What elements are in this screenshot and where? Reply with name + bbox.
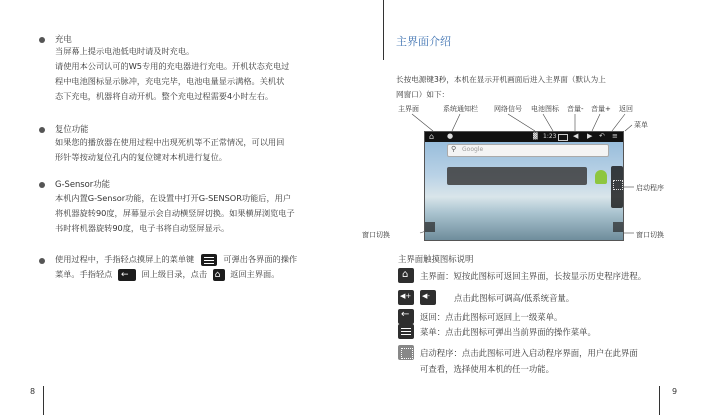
- legend-back-text: 返回：点击此图标可返回上一级菜单。: [420, 312, 563, 322]
- search-placeholder: Google: [462, 146, 484, 153]
- label-window-left: 窗口切换: [362, 231, 390, 239]
- window-switch-right[interactable]: [613, 222, 623, 232]
- gsensor-line-3: 书时将机器旋转90度，电子书将自动竖屏显示。: [55, 223, 230, 233]
- label-notification-bar: 系统通知栏: [443, 105, 478, 113]
- status-signal-icon: ▓: [533, 133, 538, 140]
- label-network: 网络信号: [494, 105, 522, 113]
- window-switch-left[interactable]: [425, 222, 435, 232]
- tip-line1-b: 可弹出各界面的操作: [223, 254, 298, 264]
- tip-line2-b: 回上级目录，点击: [141, 269, 208, 279]
- reset-line-2: 形针等按动复位孔内的复位键对本机进行复位。: [55, 152, 227, 162]
- charging-line-3: 程中电池图标显示脉冲，充电完毕，电池电量显示满格。关机状: [55, 76, 285, 86]
- status-home-icon[interactable]: ⌂: [429, 132, 435, 141]
- news-widget[interactable]: [447, 167, 587, 185]
- legend-launcher-icon: [398, 345, 414, 360]
- charging-line-1: 当屏幕上提示电池低电时请及时充电。: [55, 46, 195, 56]
- charging-line-4: 态下充电，机器将自动开机。整个充电过程需要4小时左右。: [55, 91, 274, 101]
- legend-home-icon: ⌂: [398, 268, 414, 283]
- label-menu: 菜单: [634, 121, 648, 129]
- legend-launcher-text-cont: 可查看，选择使用本机的任一功能。: [420, 364, 554, 374]
- intro-line-1: 长按电源键3秒，本机在显示开机画面后进入主界面（默认为上: [396, 75, 606, 84]
- home-key-icon: ⌂: [213, 269, 225, 281]
- legend-home-text: 主界面：短按此图标可返回主界面，长按显示历史程序进程。: [420, 271, 647, 281]
- status-menu-icon[interactable]: ≡: [612, 132, 618, 140]
- legend-launcher-text: 启动程序：点击此图标可进入启动程序界面，用户在此界面: [420, 348, 638, 358]
- tip-line2-c: 返回主界面。: [230, 269, 280, 279]
- right-dock: [611, 166, 623, 208]
- section-title-charging: 充电: [55, 34, 72, 44]
- label-battery: 电池图标: [531, 105, 559, 113]
- status-volume-down-icon[interactable]: ◀: [573, 132, 579, 140]
- status-back-icon[interactable]: ↶: [599, 132, 605, 140]
- right-heading: 主界面介绍: [396, 35, 451, 48]
- status-notification-icon[interactable]: ●: [447, 132, 454, 140]
- legend-title: 主界面触摸图标说明: [398, 254, 474, 264]
- legend-menu-text: 菜单：点击此图标可弹出当前界面的操作菜单。: [420, 327, 596, 337]
- gsensor-line-1: 本机内置G-Sensor功能，在设置中打开G-SENSOR功能后，用户: [55, 193, 292, 203]
- charging-line-2: 请使用本公司认可的W5专用的充电器进行充电。开机状态充电过: [55, 61, 290, 71]
- label-window-right: 窗口切换: [636, 231, 664, 239]
- right-page-number: 9: [672, 387, 678, 396]
- status-bar: [425, 132, 623, 142]
- tip-line1-a: 使用过程中，手指轻点摸屏上的菜单键: [55, 254, 195, 264]
- section-title-reset: 复位功能: [55, 124, 89, 134]
- tip-line2-a: 菜单。手指轻点: [55, 269, 113, 279]
- status-time: 1:23: [543, 133, 557, 140]
- legend-volume-text: 点击此图标可调高/低系统音量。: [454, 293, 575, 303]
- left-page-number: 8: [30, 387, 36, 396]
- label-volume-down: 音量-: [567, 105, 584, 113]
- legend-menu-icon: [398, 324, 414, 339]
- status-battery-icon: [558, 134, 568, 141]
- device-screen: [424, 131, 624, 241]
- back-key-icon: ←: [118, 269, 136, 281]
- legend-volume-up-icon: ◀+: [398, 290, 414, 305]
- search-icon: ⚲: [451, 145, 457, 153]
- label-back: 返回: [619, 105, 633, 113]
- label-launcher: 启动程序: [636, 184, 664, 192]
- legend-back-icon: ←: [398, 309, 414, 324]
- android-icon[interactable]: [595, 170, 607, 184]
- status-volume-up-icon[interactable]: ▶: [587, 132, 593, 140]
- dock-launcher-icon[interactable]: [613, 180, 623, 190]
- section-title-gsensor: G-Sensor功能: [55, 179, 110, 189]
- gsensor-line-2: 将机器旋转90度，屏幕显示会自动横竖屏切换。如果横屏浏览电子: [55, 208, 295, 218]
- intro-line-2: 网窗口）如下：: [396, 90, 450, 99]
- label-volume-up: 音量+: [591, 105, 611, 113]
- legend-volume-down-icon: ◀-: [420, 290, 436, 305]
- label-home: 主界面: [398, 105, 419, 113]
- reset-line-1: 如果您的播放器在使用过程中出现死机等不正常情况，可以用回: [55, 137, 285, 147]
- search-bar[interactable]: [447, 144, 609, 157]
